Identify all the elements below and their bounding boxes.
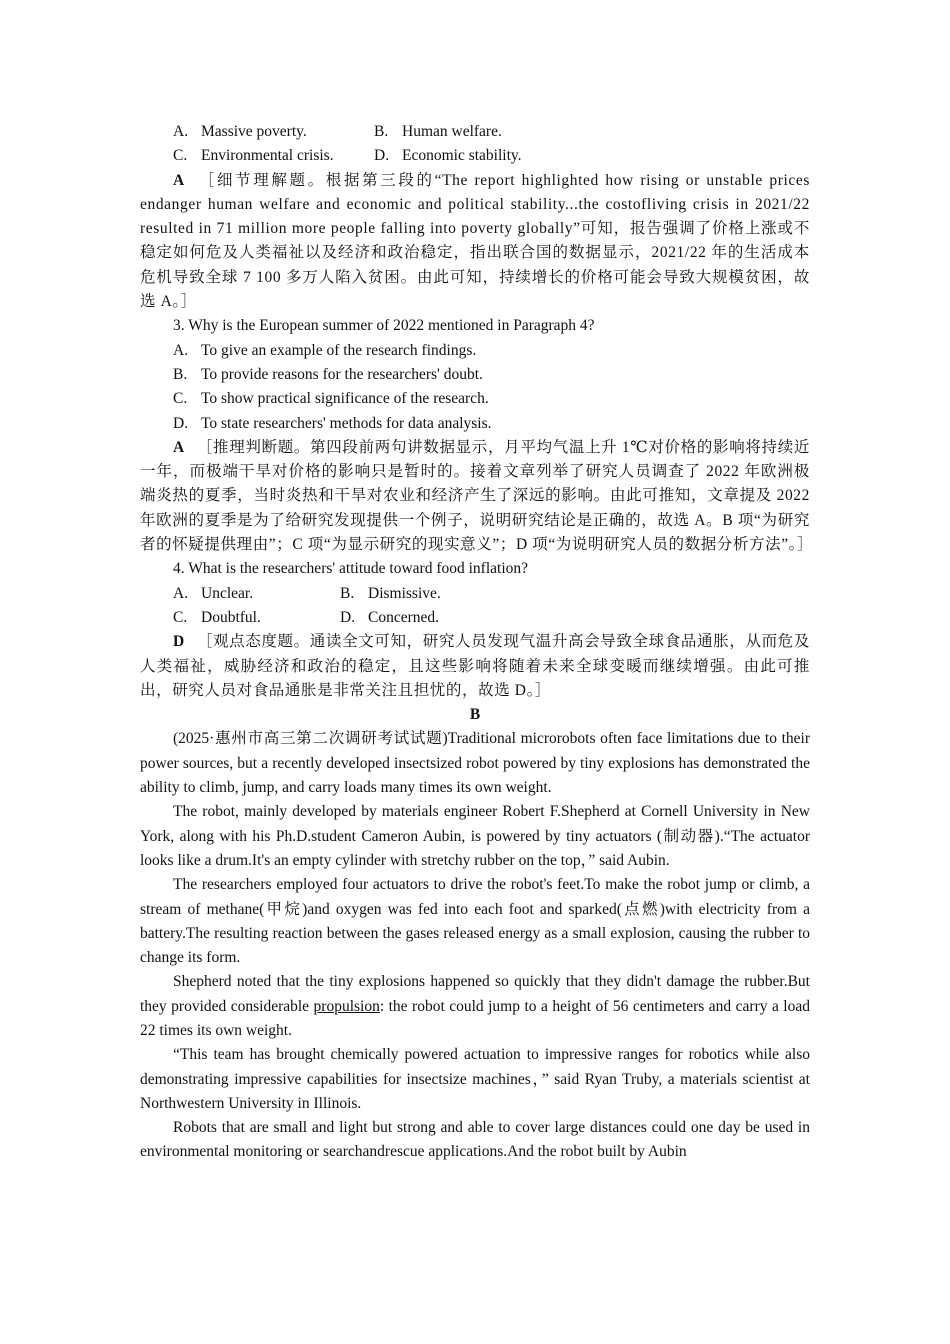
q2-option-b: B. Human welfare.	[374, 123, 502, 140]
q2-answer: A	[173, 171, 185, 189]
passage-b-paragraph-6: Robots that are small and light but strong and able to cover large distances could one day be used in environmental monitoring or searchandrescue applications.And the robot built by Aubin	[140, 1119, 810, 1161]
passage-b-paragraph-1: (2025·惠州市高三第二次调研考试试题)Traditional microrobots often face limitations due to their power sources, but a recently developed insectsized robot powered by tiny explosions has demonstrated the ability to climb, jump, and carry loads many times its own weight.	[140, 730, 810, 797]
passage-b-paragraph-5: “This team has brought chemically powered actuation to impressive ranges for robotics while also demonstrating impressive capabilities for insectsize machines，” said Ryan Truby, a materials scientist at Northwestern University in Illinois.	[140, 1046, 810, 1112]
q4-option-b: B. Dismissive.	[340, 584, 441, 602]
q4-answer: D	[173, 633, 185, 651]
q4-options-row-2	[140, 606, 810, 630]
q3-option-b: B. To provide reasons for the researchers' doubt.	[173, 365, 483, 383]
q4-option-d: D. Concerned.	[340, 608, 440, 626]
section-b-heading: B	[469, 706, 481, 724]
document-page	[140, 120, 814, 1165]
passage-b-paragraph-3: The researchers employed four actuators to drive the robot's feet.To make the robot jump or climb, a stream of methane(甲烷)and oxygen was fed into each foot and sparked(点燃)with electricity from a battery.The resulting reaction between the gases released energy as a small explosion, causing the rubber to change its form.	[140, 876, 810, 967]
q3-answer: A	[173, 438, 185, 456]
q4-explanation: D ［观点态度题。通读全文可知，研究人员发现气温升高会导致全球食品通胀，从而危及人类福祉，威胁经济和政治的稳定，且这些影响将随着未来全球变暖而继续增强。由此可推出，研究人员对食品通胀是非常关注且担忧的，故选 D。］	[140, 633, 810, 699]
q2-explanation: A ［细节理解题。根据第三段的“The report highlighted how rising or unstable prices endanger human welfare and economic and political stability...the costofliving crisis in 2021/22 resulted in 71 million more people falling into poverty globally”可知，报告强调了价格上涨或不稳定如何危及人类福祉以及经济和政治稳定，指出联合国的数据显示，2021/22 年的生活成本危机导致全球 7 100 多万人陷入贫困。由此可知，持续增长的价格可能会导致大规模贫困，故选 A。］	[140, 171, 810, 311]
underlined-word-propulsion: propulsion	[313, 997, 380, 1015]
q3-option-a: A. To give an example of the research findings.	[173, 341, 477, 359]
q2-options-row-2	[140, 144, 810, 168]
q3-option-d: D. To state researchers' methods for data analysis.	[173, 414, 492, 432]
q4-option-a: A. Unclear.	[173, 584, 254, 602]
q4-question: 4. What is the researchers' attitude toward food inflation?	[173, 560, 529, 578]
passage-b-paragraph-4: Shepherd noted that the tiny explosions happened so quickly that they didn't damage the rubber.But they provided considerable propulsion: the robot could jump to a height of 56 centimeters and carry a load 22 times its own weight.	[140, 973, 810, 1039]
q3-explanation: A ［推理判断题。第四段前两句讲数据显示，月平均气温上升 1℃对价格的影响将持续近一年，而极端干旱对价格的影响只是暂时的。接着文章列举了研究人员调查了 2022 年欧洲极端炎热的夏季，当时炎热和干旱对农业和经济产生了深远的影响。由此可推知，文章提及 2022 年欧洲的夏季是为了给研究发现提供一个例子，说明研究结论是正确的，故选 A。B 项“为研究者的怀疑提供理由”；C 项“为显示研究的现实意义”；D 项“为说明研究人员的数据分析方法”。］	[140, 438, 814, 554]
q4-options-row-1	[140, 582, 810, 606]
q2-option-a: A. Massive poverty.	[173, 123, 307, 140]
q3-question: 3. Why is the European summer of 2022 mentioned in Paragraph 4?	[173, 317, 595, 335]
passage-b-paragraph-2: The robot, mainly developed by materials engineer Robert F.Shepherd at Cornell University in New York, along with his Ph.D.student Cameron Aubin, is powered by tiny actuators (制动器).“The actuator looks like a drum.It's an empty cylinder with stretchy rubber on the top，” said Aubin.	[140, 803, 810, 869]
q2-option-c: C. Environmental crisis.	[173, 147, 334, 165]
q2-options-row-1	[140, 120, 810, 144]
q2-option-d: D. Economic stability.	[374, 147, 522, 165]
q3-option-c: C. To show practical significance of the research.	[173, 390, 489, 408]
q4-option-c: C. Doubtful.	[173, 608, 261, 626]
